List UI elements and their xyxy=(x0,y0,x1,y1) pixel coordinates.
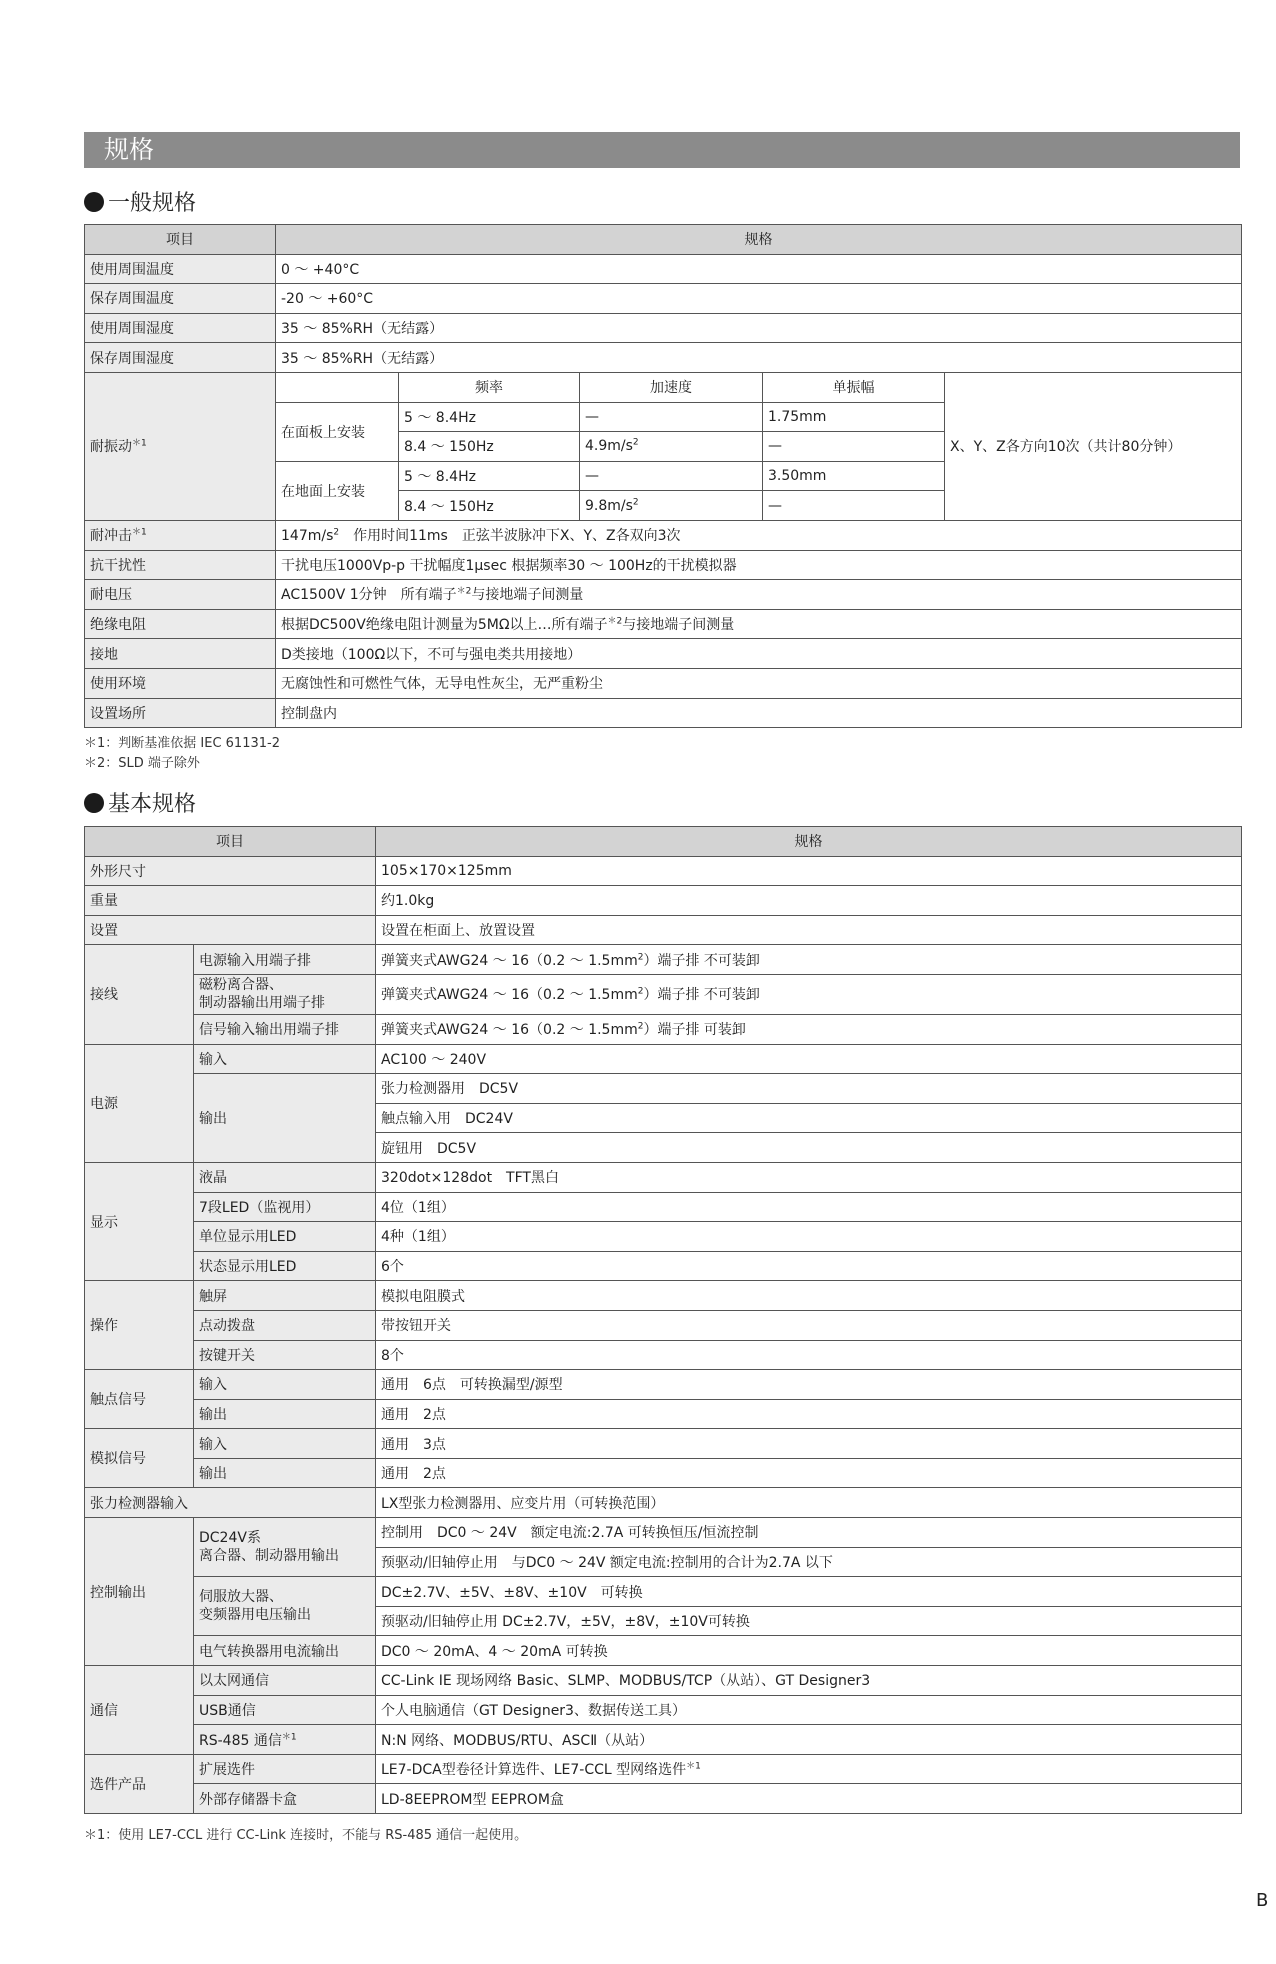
row-label: 使用环境 xyxy=(85,668,276,698)
sub-label: 液晶 xyxy=(194,1162,376,1192)
amp-value: 3.50mm xyxy=(763,461,945,491)
table-row xyxy=(85,254,1242,284)
sub-label-line: 磁粉离合器、 xyxy=(199,977,283,994)
value-a: 弹簧夹式AWG24 ～ 16（0.2 ～ 1.5mm xyxy=(381,987,638,1004)
vibration-header-row xyxy=(85,372,1242,402)
row-value: D类接地（100Ω以下，不可与强电类共用接地） xyxy=(276,639,1242,669)
table-row xyxy=(85,1222,1242,1252)
general-spec-heading xyxy=(84,190,196,218)
table-row xyxy=(85,343,1242,373)
bullet-dot-icon xyxy=(84,192,104,212)
table-row xyxy=(85,1192,1242,1222)
page-letter: B xyxy=(1256,1890,1269,1911)
value-a: 弹簧夹式AWG24 ～ 16（0.2 ～ 1.5mm xyxy=(381,952,638,969)
vibration-label-text: 耐振动 xyxy=(90,439,132,456)
value-b: ）端子排 不可装卸 xyxy=(643,952,760,969)
table-row xyxy=(85,639,1242,669)
acc-value-text: 4.9m/s xyxy=(585,438,633,455)
sub-label: 7段LED（监视用） xyxy=(194,1192,376,1222)
acc-value: — xyxy=(580,402,763,432)
table-row xyxy=(85,313,1242,343)
col-frequency: 频率 xyxy=(399,372,580,402)
row-value: 带按钮开关 xyxy=(376,1310,1242,1340)
row-value: 个人电脑通信（GT Designer3、数据传送工具） xyxy=(376,1695,1242,1725)
row-value: DC0 ～ 20mA、4 ～ 20mA 可转换 xyxy=(376,1636,1242,1666)
row-value xyxy=(376,974,1242,1014)
sub-label xyxy=(194,974,376,1014)
unit-exponent: 2 xyxy=(632,437,639,448)
row-value xyxy=(376,945,1242,975)
col-item-header: 项目 xyxy=(85,827,376,857)
table-row xyxy=(85,520,1242,550)
table-row xyxy=(85,1666,1242,1696)
unit-exponent: 2 xyxy=(637,1021,644,1032)
row-value: 触点输入用 DC24V xyxy=(376,1103,1242,1133)
table-header-row xyxy=(85,827,1242,857)
sub-label-line: 变频器用电压输出 xyxy=(199,1607,311,1624)
row-value: LD-8EEPROM型 EEPROM盒 xyxy=(376,1784,1242,1814)
table-row xyxy=(85,1458,1242,1488)
table-row xyxy=(85,1577,1242,1607)
row-value: 张力检测器用 DC5V xyxy=(376,1074,1242,1104)
sub-label: 按键开关 xyxy=(194,1340,376,1370)
table-row xyxy=(85,1340,1242,1370)
sub-label xyxy=(194,1725,376,1755)
noise-label: 抗干扰性 xyxy=(85,550,276,580)
row-value: 35 ～ 85%RH（无结露） xyxy=(276,343,1242,373)
footnote: ＊1：判断基准依据 IEC 61131-2 xyxy=(84,736,280,751)
row-value: 通用 6点 可转换漏型/源型 xyxy=(376,1370,1242,1400)
sub-label: 电气转换器用电流输出 xyxy=(194,1636,376,1666)
sub-label xyxy=(194,1577,376,1636)
vibration-label xyxy=(85,372,276,520)
sub-label: 输出 xyxy=(194,1399,376,1429)
sub-label: USB通信 xyxy=(194,1695,376,1725)
footnote: ＊1：使用 LE7-CCL 进行 CC-Link 连接时，不能与 RS-485 通信一起使用。 xyxy=(84,1828,528,1843)
size-value: 105×170×125mm xyxy=(376,856,1242,886)
unit-exponent: 2 xyxy=(632,496,639,507)
sub-label: 点动拨盘 xyxy=(194,1310,376,1340)
sub-label-line: 制动器输出用端子排 xyxy=(199,995,325,1012)
wiring-label: 接线 xyxy=(85,945,194,1044)
col-acceleration: 加速度 xyxy=(580,372,763,402)
row-value xyxy=(376,1014,1242,1044)
bullet-dot-icon xyxy=(84,793,104,813)
value-b: ）端子排 可装卸 xyxy=(643,1022,746,1039)
sub-label: 输出 xyxy=(194,1074,376,1163)
row-label: 保存周围湿度 xyxy=(85,343,276,373)
table-row xyxy=(85,915,1242,945)
sub-label: 以太网通信 xyxy=(194,1666,376,1696)
acc-value xyxy=(580,432,763,462)
basic-spec-heading-text: 基本规格 xyxy=(108,792,197,817)
value-a: 弹簧夹式AWG24 ～ 16（0.2 ～ 1.5mm xyxy=(381,1022,638,1039)
amp-value: — xyxy=(763,432,945,462)
table-row xyxy=(85,1281,1242,1311)
acc-value-text: 9.8m/s xyxy=(585,497,633,514)
row-value: DC±2.7V、±5V、±8V、±10V 可转换 xyxy=(376,1577,1242,1607)
row-value: 预驱动/旧轴停止用 DC±2.7V，±5V，±8V，±10V可转换 xyxy=(376,1606,1242,1636)
voltage-value-b: 与接地端子间测量 xyxy=(471,587,584,604)
shock-value-a: 147m/s xyxy=(281,528,334,545)
shock-label-text: 耐冲击 xyxy=(90,528,132,545)
table-row xyxy=(85,668,1242,698)
table-row xyxy=(85,1162,1242,1192)
insulation-label: 绝缘电阻 xyxy=(85,609,276,639)
table-header-row xyxy=(85,225,1242,255)
sub-label: 信号输入输出用端子排 xyxy=(194,1014,376,1044)
sub-label: 触屏 xyxy=(194,1281,376,1311)
display-label: 显示 xyxy=(85,1162,194,1280)
row-value: 通用 2点 xyxy=(376,1399,1242,1429)
sub-label: 电源输入用端子排 xyxy=(194,945,376,975)
row-label: 设置场所 xyxy=(85,698,276,728)
weight-value: 约1.0kg xyxy=(376,886,1242,916)
col-item-header: 项目 xyxy=(85,225,276,255)
table-row xyxy=(85,1074,1242,1104)
weight-label: 重量 xyxy=(85,886,376,916)
table-row xyxy=(85,1310,1242,1340)
sub-label-line: 离合器、制动器用输出 xyxy=(199,1548,339,1565)
row-value: 0 ～ +40°C xyxy=(276,254,1242,284)
table-row xyxy=(85,698,1242,728)
row-value: 8个 xyxy=(376,1340,1242,1370)
table-row xyxy=(85,856,1242,886)
basic-spec-heading xyxy=(84,791,196,819)
row-value: 预驱动/旧轴停止用 与DC0 ～ 24V 额定电流:控制用的合计为2.7A 以下 xyxy=(376,1547,1242,1577)
row-value: 控制用 DC0 ～ 24V 额定电流:2.7A 可转换恒压/恒流控制 xyxy=(376,1518,1242,1548)
voltage-value xyxy=(276,580,1242,610)
table-row xyxy=(85,1784,1242,1814)
comm-label: 通信 xyxy=(85,1666,194,1755)
tension-value: LX型张力检测器用、应变片用（可转换范围） xyxy=(376,1488,1242,1518)
col-spec-header: 规格 xyxy=(276,225,1242,255)
row-value: CC-Link IE 现场网络 Basic、SLMP、MODBUS/TCP（从站）、GT Designer3 xyxy=(376,1666,1242,1696)
table-row xyxy=(85,1251,1242,1281)
row-value: 通用 2点 xyxy=(376,1458,1242,1488)
freq-value: 5 ～ 8.4Hz xyxy=(399,402,580,432)
sub-label: 外部存储器卡盒 xyxy=(194,1784,376,1814)
amp-value: 1.75mm xyxy=(763,402,945,432)
table-row xyxy=(85,886,1242,916)
footnote-mark: ＊1 xyxy=(686,1761,701,1772)
sub-label: 输入 xyxy=(194,1429,376,1459)
general-spec-table xyxy=(84,224,1242,728)
noise-value: 干扰电压1000Vp-p 干扰幅度1μsec 根据频率30 ～ 100Hz的干扰模拟器 xyxy=(276,550,1242,580)
sub-label: 输入 xyxy=(194,1044,376,1074)
panel-mount-label: 在面板上安装 xyxy=(276,402,399,461)
footnote-mark: ＊1 xyxy=(132,438,147,449)
col-amplitude: 单振幅 xyxy=(763,372,945,402)
value-text: LE7-DCA型卷径计算选件、LE7-CCL 型网络选件 xyxy=(381,1762,687,1779)
sub-label: 扩展选件 xyxy=(194,1754,376,1784)
footnote-mark: ＊1 xyxy=(281,1731,297,1742)
operation-label: 操作 xyxy=(85,1281,194,1370)
analog-label: 模拟信号 xyxy=(85,1429,194,1488)
table-row xyxy=(85,1014,1242,1044)
col-spec-header: 规格 xyxy=(376,827,1242,857)
value-b: ）端子排 不可装卸 xyxy=(643,987,760,1004)
sub-label-line: 伺服放大器、 xyxy=(199,1589,283,1606)
sub-label: 状态显示用LED xyxy=(194,1251,376,1281)
insulation-value-a: 根据DC500V绝缘电阻计测量为5MΩ以上…所有端子 xyxy=(281,617,608,634)
table-row xyxy=(85,1636,1242,1666)
unit-exponent: 2 xyxy=(637,986,644,997)
general-spec-heading-text: 一般规格 xyxy=(108,191,197,216)
row-value: AC100 ～ 240V xyxy=(376,1044,1242,1074)
options-label: 选件产品 xyxy=(85,1754,194,1813)
sub-label: 单位显示用LED xyxy=(194,1222,376,1252)
insulation-value xyxy=(276,609,1242,639)
power-label: 电源 xyxy=(85,1044,194,1162)
sub-label-line: DC24V系 xyxy=(199,1530,261,1547)
table-row xyxy=(85,945,1242,975)
page-title: 规格 xyxy=(84,132,1240,168)
footnote-mark: ＊2 xyxy=(607,616,623,627)
table-row xyxy=(85,550,1242,580)
freq-value: 8.4 ～ 150Hz xyxy=(399,432,580,462)
control-label: 控制输出 xyxy=(85,1518,194,1666)
row-value: 模拟电阻膜式 xyxy=(376,1281,1242,1311)
row-value xyxy=(376,1754,1242,1784)
unit-exponent: 2 xyxy=(333,527,340,538)
table-row xyxy=(85,1370,1242,1400)
floor-mount-label: 在地面上安装 xyxy=(276,461,399,520)
table-row xyxy=(85,609,1242,639)
basic-spec-table xyxy=(84,826,1242,1814)
row-value: 35 ～ 85%RH（无结露） xyxy=(276,313,1242,343)
install-label: 设置 xyxy=(85,915,376,945)
row-value: 4种（1组） xyxy=(376,1222,1242,1252)
acc-value xyxy=(580,491,763,521)
table-row xyxy=(85,1518,1242,1548)
row-value: 6个 xyxy=(376,1251,1242,1281)
table-row xyxy=(85,1695,1242,1725)
row-label: 保存周围温度 xyxy=(85,284,276,314)
footnote-mark: ＊2 xyxy=(456,586,472,597)
freq-value: 8.4 ～ 150Hz xyxy=(399,491,580,521)
row-value: -20 ～ +60°C xyxy=(276,284,1242,314)
amp-value: — xyxy=(763,491,945,521)
sub-label xyxy=(194,1518,376,1577)
table-row xyxy=(85,1044,1242,1074)
table-row xyxy=(85,284,1242,314)
row-value: 无腐蚀性和可燃性气体，无导电性灰尘，无严重粉尘 xyxy=(276,668,1242,698)
sub-label: 输入 xyxy=(194,1370,376,1400)
table-row xyxy=(85,1488,1242,1518)
table-row xyxy=(85,1725,1242,1755)
sub-label-text: RS-485 通信 xyxy=(199,1732,282,1749)
size-label: 外形尺寸 xyxy=(85,856,376,886)
row-value: 4位（1组） xyxy=(376,1192,1242,1222)
vibration-blank-cell xyxy=(276,372,399,402)
shock-value-b: 作用时间11ms 正弦半波脉冲下X、Y、Z各双向3次 xyxy=(339,528,681,545)
row-value: 320dot×128dot TFT黑白 xyxy=(376,1162,1242,1192)
row-value: 控制盘内 xyxy=(276,698,1242,728)
freq-value: 5 ～ 8.4Hz xyxy=(399,461,580,491)
shock-label xyxy=(85,520,276,550)
sub-label: 输出 xyxy=(194,1458,376,1488)
row-label: 使用周围温度 xyxy=(85,254,276,284)
footnote-mark: ＊1 xyxy=(132,527,147,538)
vibration-note: X、Y、Z各方向10次（共计80分钟） xyxy=(945,372,1242,520)
voltage-label: 耐电压 xyxy=(85,580,276,610)
table-row xyxy=(85,974,1242,1014)
voltage-value-a: AC1500V 1分钟 所有端子 xyxy=(281,587,457,604)
table-row xyxy=(85,1399,1242,1429)
table-row xyxy=(85,580,1242,610)
row-label: 使用周围湿度 xyxy=(85,313,276,343)
acc-value: — xyxy=(580,461,763,491)
footnote: ＊2：SLD 端子除外 xyxy=(84,756,200,771)
row-value: 旋钮用 DC5V xyxy=(376,1133,1242,1163)
contact-label: 触点信号 xyxy=(85,1370,194,1429)
row-label: 接地 xyxy=(85,639,276,669)
row-value: N:N 网络、MODBUS/RTU、ASCⅡ（从站） xyxy=(376,1725,1242,1755)
install-value: 设置在柜面上、放置设置 xyxy=(376,915,1242,945)
insulation-value-b: 与接地端子间测量 xyxy=(622,617,735,634)
table-row xyxy=(85,1429,1242,1459)
tension-label: 张力检测器输入 xyxy=(85,1488,376,1518)
row-value: 通用 3点 xyxy=(376,1429,1242,1459)
table-row xyxy=(85,1754,1242,1784)
unit-exponent: 2 xyxy=(637,952,644,963)
shock-value xyxy=(276,520,1242,550)
